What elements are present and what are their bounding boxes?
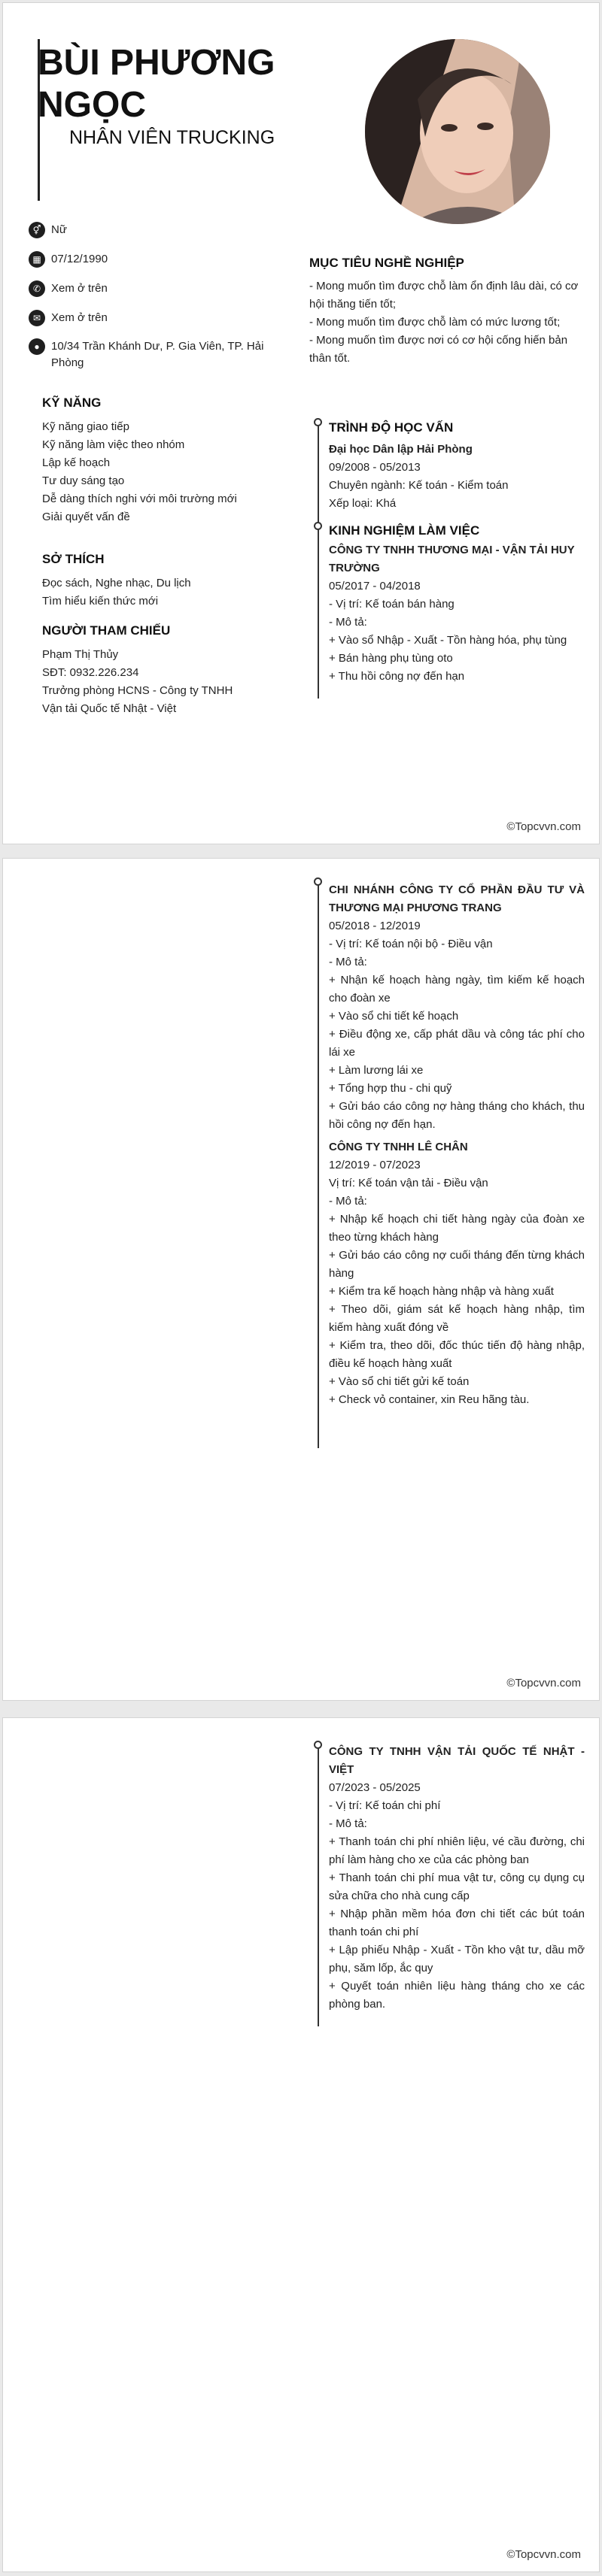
hobbies-list: [42, 574, 244, 611]
timeline-dot: [314, 418, 322, 426]
dob-row: [29, 251, 277, 268]
reference-position: Trưởng phòng HCNS - Công ty TNHH Vận tải Quốc tế Nhật - Việt: [42, 684, 233, 715]
calendar-icon: ▦: [29, 251, 45, 268]
job-line: - Mô tả:: [329, 956, 367, 968]
job-block-1: [329, 541, 585, 686]
address-value: 10/34 Trần Khánh Dư, P. Gia Viên, TP. Hải Phòng: [51, 340, 264, 369]
job-line: + Thu hồi công nợ đến hạn: [329, 670, 465, 683]
hobbies-heading: SỞ THÍCH: [42, 552, 105, 566]
skill-item: Tư duy sáng tạo: [42, 474, 125, 487]
skill-item: Kỹ năng giao tiếp: [42, 420, 129, 433]
company-name: CÔNG TY TNHH LÊ CHÂN: [329, 1141, 468, 1153]
job-block-4: [329, 1743, 585, 2014]
school-name: Đại học Dân lập Hải Phòng: [329, 443, 473, 456]
skill-item: Giải quyết vấn đề: [42, 511, 130, 523]
job-line: + Gửi báo cáo công nợ cuối tháng đến từng khách hàng: [329, 1249, 585, 1280]
job-line: - Vị trí: Kế toán chi phí: [329, 1799, 441, 1812]
job-line: + Theo dõi, giám sát kế hoạch hàng nhập, tìm kiếm hàng xuất đóng về: [329, 1303, 585, 1334]
education-heading: TRÌNH ĐỘ HỌC VẤN: [329, 420, 454, 435]
skill-item: Lập kế hoạch: [42, 456, 111, 469]
timeline-dot: [314, 877, 322, 886]
email-row: [29, 310, 277, 326]
job-line: - Vị trí: Kế toán nội bộ - Điều vận: [329, 938, 493, 950]
job-line: + Bán hàng phụ tùng oto: [329, 652, 453, 665]
company-name: CHI NHÁNH CÔNG TY CỔ PHẦN ĐẦU TƯ VÀ THƯƠNG MẠI PHƯƠNG TRANG: [329, 883, 585, 914]
job-line: + Quyết toán nhiên liệu hàng tháng cho xe các phòng ban.: [329, 1980, 585, 2011]
gender-icon: ⚥: [29, 222, 45, 238]
objective-line: - Mong muốn tìm được chỗ làm có mức lương tốt;: [309, 316, 561, 329]
gender-value: Nữ: [51, 223, 67, 236]
skills-heading: KỸ NĂNG: [42, 395, 102, 410]
footer-brand: ©Topcvvn.com: [506, 2548, 581, 2561]
objective-line: - Mong muốn tìm được chỗ làm ổn định lâu dài, có cơ hội thăng tiến tốt;: [309, 280, 579, 311]
job-line: - Mô tả:: [329, 1195, 367, 1208]
email-value: Xem ở trên: [51, 311, 108, 324]
job-line: + Thanh toán chi phí nhiên liệu, vé cầu đường, chi phí làm hàng cho xe của các phòng ban: [329, 1835, 585, 1866]
education-period: 09/2008 - 05/2013: [329, 461, 421, 474]
objective-line: - Mong muốn tìm được nơi có cơ hội cống hiến bản thân tốt.: [309, 334, 568, 365]
job-line: + Nhập phần mềm hóa đơn chi tiết các bút toán thanh toán chi phí: [329, 1908, 585, 1938]
job-line: - Vị trí: Kế toán bán hàng: [329, 598, 455, 611]
profile-photo: [365, 39, 550, 224]
reference-name: Phạm Thị Thủy: [42, 648, 119, 661]
candidate-name: BÙI PHƯƠNG NGỌC: [38, 43, 275, 125]
job-line: - Mô tả:: [329, 1817, 367, 1830]
job-period: 12/2019 - 07/2023: [329, 1159, 421, 1171]
reference-phone: SĐT: 0932.226.234: [42, 666, 139, 679]
job-title: NHÂN VIÊN TRUCKING: [69, 127, 275, 148]
skills-list: [42, 418, 244, 526]
footer-brand: ©Topcvvn.com: [506, 820, 581, 833]
footer-brand: ©Topcvvn.com: [506, 1677, 581, 1690]
email-icon: ✉: [29, 310, 45, 326]
job-line: + Làm lương lái xe: [329, 1064, 424, 1077]
education-grade: Xếp loại: Khá: [329, 497, 397, 510]
job-period: 07/2023 - 05/2025: [329, 1781, 421, 1794]
job-line: Vị trí: Kế toán vận tải - Điều vận: [329, 1177, 488, 1190]
job-line: + Điều động xe, cấp phát dầu và công tác phí cho lái xe: [329, 1028, 585, 1059]
gender-row: [29, 222, 277, 238]
timeline-dot: [314, 1741, 322, 1749]
cv-page-3: [2, 1717, 600, 2572]
job-line: + Nhập kế hoạch chi tiết hàng ngày của đoàn xe theo từng khách hàng: [329, 1213, 585, 1244]
phone-row: [29, 280, 277, 297]
job-line: + Kiểm tra, theo dõi, đốc thúc tiến độ hàng nhập, điều kế hoạch hàng xuất: [329, 1339, 585, 1370]
job-block-2: [329, 881, 585, 1134]
job-line: + Kiểm tra kế hoạch hàng nhập và hàng xuất: [329, 1285, 554, 1298]
hobby-item: Đọc sách, Nghe nhạc, Du lịch: [42, 577, 191, 589]
skill-item: Kỹ năng làm việc theo nhóm: [42, 438, 185, 451]
education-block: [329, 441, 585, 513]
timeline-line: [318, 883, 319, 1448]
job-period: 05/2017 - 04/2018: [329, 580, 421, 592]
job-line: + Vào sổ chi tiết kế hoạch: [329, 1010, 459, 1023]
timeline-dot: [314, 522, 322, 530]
company-name: CÔNG TY TNHH VẬN TẢI QUỐC TẾ NHẬT - VIỆT: [329, 1745, 585, 1776]
company-name: CÔNG TY TNHH THƯƠNG MẠI - VẬN TẢI HUY TRƯỜNG: [329, 544, 575, 574]
job-line: + Vào sổ Nhập - Xuất - Tồn hàng hóa, phụ tùng: [329, 634, 567, 647]
location-icon: ●: [29, 338, 45, 355]
job-line: + Nhận kế hoạch hàng ngày, tìm kiếm kế hoạch cho đoàn xe: [329, 974, 585, 1005]
experience-heading: KINH NGHIỆM LÀM VIỆC: [329, 523, 480, 538]
job-line: + Vào sổ chi tiết gửi kế toán: [329, 1375, 470, 1388]
objective-heading: MỤC TIÊU NGHỀ NGHIỆP: [309, 256, 464, 270]
phone-value: Xem ở trên: [51, 282, 108, 295]
job-line: - Mô tả:: [329, 616, 367, 629]
profile-photo-graphic: [365, 39, 550, 224]
cv-page-1: [2, 2, 600, 844]
phone-icon: ✆: [29, 280, 45, 297]
objective-text: [309, 277, 584, 368]
skill-item: Dễ dàng thích nghi với môi trường mới: [42, 492, 237, 505]
hobby-item: Tìm hiểu kiến thức mới: [42, 595, 159, 608]
education-major: Chuyên ngành: Kế toán - Kiểm toán: [329, 479, 509, 492]
job-line: + Lập phiếu Nhập - Xuất - Tồn kho vật tư, dầu mỡ phụ, săm lốp, ắc quy: [329, 1944, 585, 1974]
timeline-line: [318, 424, 319, 699]
dob-value: 07/12/1990: [51, 253, 108, 265]
job-line: + Gửi báo cáo công nợ hàng tháng cho khách, thu hồi công nợ đến hạn.: [329, 1100, 585, 1131]
job-line: + Check vỏ container, xin Reu hãng tàu.: [329, 1393, 530, 1406]
cv-page-2: [2, 858, 600, 1701]
references-heading: NGƯỜI THAM CHIẾU: [42, 623, 171, 638]
job-block-3: [329, 1138, 585, 1409]
timeline-line: [318, 1747, 319, 2026]
references-list: [42, 646, 245, 718]
job-line: + Tổng hợp thu - chi quỹ: [329, 1082, 452, 1095]
address-row: [29, 338, 277, 371]
job-line: + Thanh toán chi phí mua vật tư, công cụ dụng cụ sửa chữa cho nhà cung cấp: [329, 1871, 585, 1902]
job-period: 05/2018 - 12/2019: [329, 920, 421, 932]
